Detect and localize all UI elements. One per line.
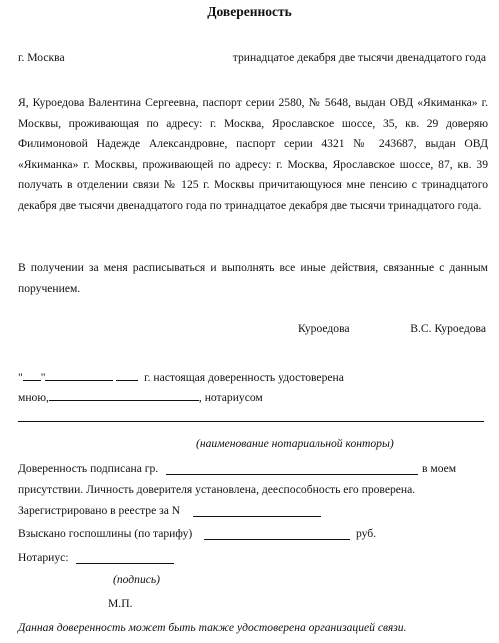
day-blank: [23, 369, 41, 381]
document-title: Доверенность: [207, 4, 292, 19]
signed-by-text: Доверенность подписана гр.: [18, 462, 159, 475]
fee-blank: [204, 539, 350, 540]
fee-text: Взыскано госпошлины (по тарифу): [18, 527, 193, 540]
month-blank: [45, 369, 113, 381]
registry-blank: [193, 516, 321, 517]
notary-label: Нотариус:: [18, 551, 69, 564]
footnote: Данная доверенность может быть также удостоверена организацией связи.: [18, 621, 407, 634]
rub-text: руб.: [356, 527, 377, 540]
signature-full: В.С. Куроедова: [410, 322, 486, 335]
office-caption: (наименование нотариальной конторы): [196, 437, 394, 450]
signature-name: Куроедова: [298, 322, 350, 335]
year-blank: [116, 369, 138, 381]
presence-text: присутствии. Личность доверителя установлена, дееспособность его проверена.: [18, 483, 416, 496]
by-me-text: мною,: [18, 391, 49, 404]
registered-text: Зарегистрировано в реестре за N: [18, 504, 181, 517]
quote-open: ": [18, 371, 23, 384]
quote-close: ": [40, 371, 46, 384]
certified-text: г. настоящая доверенность удостоверена: [144, 371, 344, 384]
notary-signature-blank: [76, 563, 174, 564]
notary-name-blank: [49, 389, 199, 401]
in-my-text: в моем: [422, 462, 457, 475]
main-paragraph: Я, Куроедова Валентина Сергеевна, паспорт серии 2580, № 5648, выдан ОВД «Якиманка» г. Москвы, проживающая по адресу: г. Москва, Ярославское шоссе, 35, кв. 29 доверяю Филимоновой Надежде Александровне, паспорт серии 4321 № 243687, выдан ОВД «Якиманка» г. Москвы, проживающей по адресу: г. Москва, Ярославское шоссе, 87, кв. 39 получать в отделении связи № 125 г. Москвы причитающуюся мне пенсию с тринадцатого декабря две тысячи двенадцатого года по тринадцатое декабря две тысячи тринадцатого года.: [18, 96, 488, 212]
by-me-line: [18, 389, 263, 404]
notary-certification-line: [18, 369, 344, 384]
signed-by-blank: [166, 474, 418, 475]
date-text: тринадцатое декабря две тысячи двенадцатого года: [232, 51, 486, 64]
notary-word: , нотариусом: [198, 391, 263, 404]
second-paragraph: В получении за меня расписываться и выполнять все иные действия, связанные с данным поручением.: [18, 261, 488, 295]
stamp-label: М.П.: [108, 597, 133, 610]
office-line: [18, 421, 484, 422]
city: г. Москва: [18, 51, 65, 64]
signature-caption: (подпись): [113, 573, 161, 586]
